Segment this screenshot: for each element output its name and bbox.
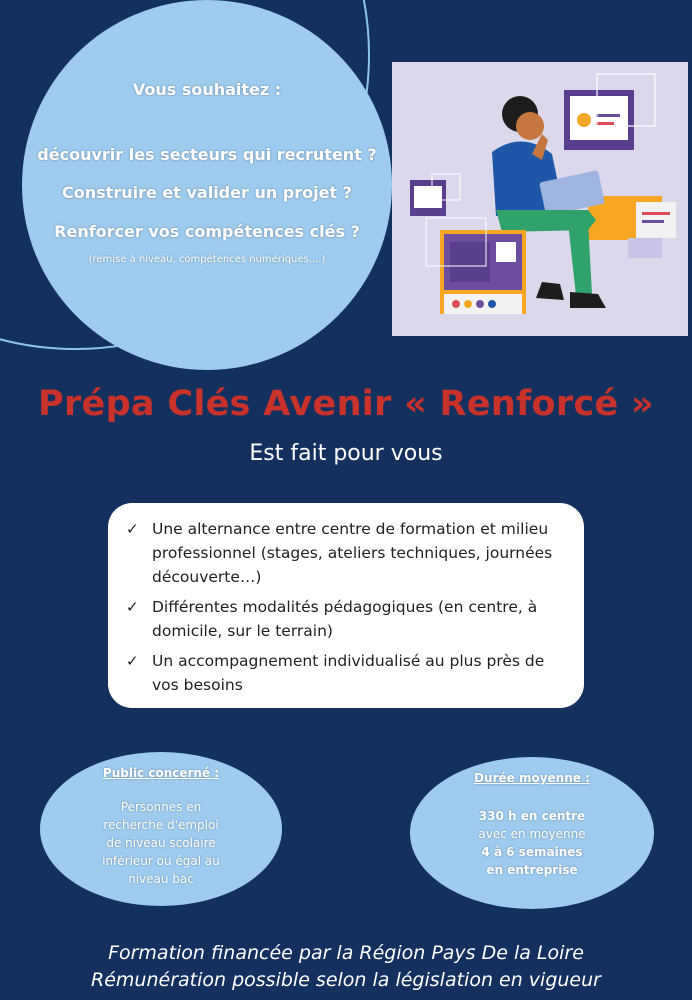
window-dot	[452, 300, 460, 308]
feature-item	[126, 595, 564, 643]
public-line: recherche d'emploi	[103, 818, 219, 832]
window-dot	[464, 300, 472, 308]
feature-text: Une alternance entre centre de formation et milieu professionnel (stages, ateliers techniques, journées découverte…)	[152, 520, 553, 586]
person-shoe	[570, 292, 606, 308]
public-line: niveau bac	[128, 872, 194, 886]
intro-question-3: Renforcer vos compétences clés ?	[54, 222, 360, 241]
intro-note: (remise à niveau, compétences numériques,...)	[88, 254, 326, 265]
duree-body	[410, 807, 654, 879]
person-face	[516, 112, 544, 140]
check-icon: ✓	[126, 652, 139, 670]
public-line: inférieur ou égal au	[102, 854, 220, 868]
window-card	[496, 242, 516, 262]
intro-question-2: Construire et valider un projet ?	[62, 183, 352, 202]
panel-line	[642, 212, 670, 215]
footer-line-2: Rémunération possible selon la législation en vigueur	[91, 969, 601, 991]
feature-text: Différentes modalités pédagogiques (en centre, à domicile, sur le terrain)	[152, 598, 538, 640]
duree-line: avec en moyenne	[478, 827, 586, 841]
public-oval	[40, 752, 282, 906]
main-title: Prépa Clés Avenir « Renforcé »	[38, 384, 654, 424]
feature-item	[126, 517, 564, 589]
window-dot	[476, 300, 484, 308]
feature-item	[126, 649, 564, 697]
window-inner	[450, 242, 490, 282]
duree-line: 330 h en centre	[478, 809, 586, 823]
intro-question-1: découvrir les secteurs qui recrutent ?	[37, 145, 377, 164]
panel-line	[596, 122, 614, 125]
public-line: Personnes en	[120, 800, 202, 814]
public-line: de niveau scolaire	[106, 836, 216, 850]
illustration-person-laptop	[392, 62, 688, 336]
main-subtitle: Est fait pour vous	[249, 441, 443, 466]
intro-title: Vous souhaitez :	[132, 80, 282, 99]
person-shoe	[536, 282, 564, 300]
intro-circle	[22, 0, 392, 370]
panel-line	[642, 220, 664, 223]
illustration-svg	[392, 62, 688, 336]
panel-dot	[577, 113, 591, 127]
window-dot	[488, 300, 496, 308]
panel-lilac	[628, 238, 662, 258]
duree-line: en entreprise	[486, 863, 578, 877]
features-card	[108, 503, 584, 708]
footer-line-1: Formation financée par la Région Pays De la Loire	[108, 942, 584, 964]
feature-text: Un accompagnement individualisé au plus près de vos besoins	[152, 652, 545, 694]
check-icon: ✓	[126, 598, 139, 616]
public-heading: Public concerné :	[102, 766, 220, 780]
duree-line: 4 à 6 semaines	[481, 845, 583, 859]
panel-small-screen	[414, 186, 442, 208]
duree-oval	[410, 757, 654, 909]
duree-heading: Durée moyenne :	[474, 771, 590, 785]
public-body	[40, 798, 282, 888]
check-icon: ✓	[126, 520, 139, 538]
panel-line	[596, 114, 620, 117]
person-leg	[568, 222, 592, 296]
